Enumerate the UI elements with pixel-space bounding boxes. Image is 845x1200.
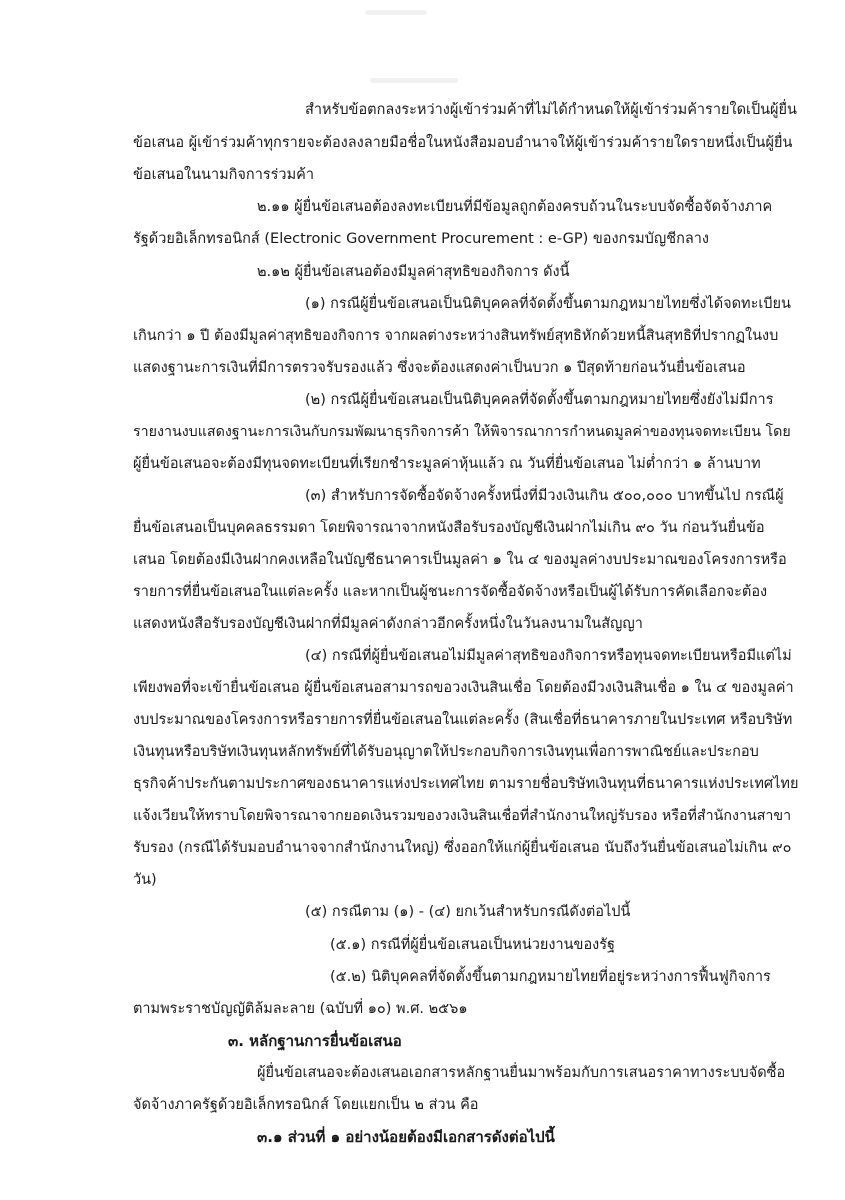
text-line: แสดงหนังสือรับรองบัญชีเงินฝากที่มีมูลค่าดังกล่าวอีกครั้งหนึ่งในวันลงนามในสัญญา	[133, 616, 643, 632]
text-line: รายงานงบแสดงฐานะการเงินกับกรมพัฒนาธุรกิจการค้า ให้พิจารณาการกำหนดมูลค่าของทุนจดทะเบียน โดย	[133, 424, 791, 440]
text-line: (๑) กรณีผู้ยื่นข้อเสนอเป็นนิติบุคคลที่จัดตั้งขึ้นตามกฎหมายไทยซึ่งได้จดทะเบียน	[305, 296, 791, 312]
text-line: (๔) กรณีที่ผู้ยื่นข้อเสนอไม่มีมูลค่าสุทธิของกิจการหรือทุนจดทะเบียนหรือมีแต่ไม่	[305, 648, 792, 664]
text-line: ๒.๑๒ ผู้ยื่นข้อเสนอต้องมีมูลค่าสุทธิของกิจการ ดังนี้	[257, 264, 570, 280]
text-line: งบประมาณของโครงการหรือรายการที่ยื่นข้อเสนอในแต่ละครั้ง (สินเชื่อที่ธนาคารภายในประเทศ หรือบริษัท	[133, 712, 793, 728]
text-line: เสนอ โดยต้องมีเงินฝากคงเหลือในบัญชีธนาคารเป็นมูลค่า ๑ ใน ๔ ของมูลค่างบประมาณของโครงการหรือ	[133, 552, 787, 568]
text-line: รับรอง (กรณีได้รับมอบอำนาจจากสำนักงานใหญ่) ซึ่งออกให้แก่ผู้ยื่นข้อเสนอ นับถึงวันยื่นข้อเสนอไม่เกิน ๙๐	[133, 840, 792, 856]
text-line: ตามพระราชบัญญัติล้มละลาย (ฉบับที่ ๑๐) พ.ศ. ๒๕๖๑	[133, 1001, 468, 1017]
text-line: เงินทุนหรือบริษัทเงินทุนหลักทรัพย์ที่ได้รับอนุญาตให้ประกอบกิจการเงินทุนเพื่อการพาณิชย์และประกอบ	[133, 744, 759, 760]
text-line: (๓) สำหรับการจัดซื้อจัดจ้างครั้งหนึ่งที่มีวงเงินเกิน ๕๐๐,๐๐๐ บาทขึ้นไป กรณีผู้	[305, 488, 784, 504]
text-line: สำหรับข้อตกลงระหว่างผู้เข้าร่วมค้าที่ไม่ได้กำหนดให้ผู้เข้าร่วมค้ารายใดเป็นผู้ยื่น	[305, 102, 797, 118]
text-line: เพียงพอที่จะเข้ายื่นข้อเสนอ ผู้ยื่นข้อเสนอสามารถขอวงเงินสินเชื่อ โดยต้องมีวงเงินสินเชื่อ ๑ ใน ๔ ของมูลค่า	[133, 680, 794, 696]
text-line: จัดจ้างภาครัฐด้วยอิเล็กทรอนิกส์ โดยแยกเป็น ๒ ส่วน คือ	[133, 1097, 479, 1113]
header-smudge	[365, 10, 427, 15]
text-line: ผู้ยื่นข้อเสนอจะต้องเสนอเอกสารหลักฐานยื่นมาพร้อมกับการเสนอราคาทางระบบจัดซื้อ	[257, 1065, 786, 1081]
text-line: ธุรกิจค้าประกันตามประกาศของธนาคารแห่งประเทศไทย ตามรายชื่อบริษัทเงินทุนที่ธนาคารแห่งประเทศไทย	[133, 776, 799, 792]
subsection-heading: ๓.๑ ส่วนที่ ๑ อย่างน้อยต้องมีเอกสารดังต่อไปนี้	[257, 1128, 555, 1146]
text-line: ผู้ยื่นข้อเสนอจะต้องมีทุนจดทะเบียนที่เรียกชำระมูลค่าหุ้นแล้ว ณ วันที่ยื่นข้อเสนอ ไม่ต่ำกว่า ๑ ล้านบาท	[133, 456, 761, 472]
text-line: ๒.๑๑ ผู้ยื่นข้อเสนอต้องลงทะเบียนที่มีข้อมูลถูกต้องครบถ้วนในระบบจัดซื้อจัดจ้างภาค	[257, 199, 773, 215]
text-line: วัน)	[133, 872, 157, 888]
text-line: ข้อเสนอในนามกิจการร่วมค้า	[133, 167, 314, 183]
text-line: (๕.๒) นิติบุคคลที่จัดตั้งขึ้นตามกฎหมายไทยที่อยู่ระหว่างการฟื้นฟูกิจการ	[330, 969, 771, 985]
header-smudge-2	[370, 78, 458, 83]
text-line: เกินกว่า ๑ ปี ต้องมีมูลค่าสุทธิของกิจการ จากผลต่างระหว่างสินทรัพย์สุทธิหักด้วยหนี้สินสุทธิที่ปรากฏในงบ	[133, 328, 779, 344]
text-line: แจ้งเวียนให้ทราบโดยพิจารณาจากยอดเงินรวมของวงเงินสินเชื่อที่สำนักงานใหญ่รับรอง หรือที่สำนักงานสาขา	[133, 808, 792, 824]
text-line: รายการที่ยื่นข้อเสนอในแต่ละครั้ง และหากเป็นผู้ชนะการจัดซื้อจัดจ้างหรือเป็นผู้ได้รับการคัดเลือกจะต้อง	[133, 584, 768, 600]
text-line: (๒) กรณีผู้ยื่นข้อเสนอเป็นนิติบุคคลที่จัดตั้งขึ้นตามกฎหมายไทยซึ่งยังไม่มีการ	[305, 392, 774, 408]
text-line: (๕.๑) กรณีที่ผู้ยื่นข้อเสนอเป็นหน่วยงานของรัฐ	[330, 937, 616, 953]
section-heading: ๓. หลักฐานการยื่นข้อเสนอ	[228, 1032, 402, 1050]
text-line: รัฐด้วยอิเล็กทรอนิกส์ (Electronic Government Procurement : e-GP) ของกรมบัญชีกลาง	[133, 231, 709, 247]
text-line: ข้อเสนอ ผู้เข้าร่วมค้าทุกรายจะต้องลงลายมือชื่อในหนังสือมอบอำนาจให้ผู้เข้าร่วมค้ารายใดรายหนึ่งเป็นผู้ยื่น	[133, 135, 793, 151]
text-line: แสดงฐานะการเงินที่มีการตรวจรับรองแล้ว ซึ่งจะต้องแสดงค่าเป็นบวก ๑ ปีสุดท้ายก่อนวันยื่นข้อเสนอ	[133, 360, 746, 376]
text-line: (๕) กรณีตาม (๑) - (๔) ยกเว้นสำหรับกรณีดังต่อไปนี้	[305, 904, 631, 920]
text-line: ยื่นข้อเสนอเป็นบุคคลธรรมดา โดยพิจารณาจากหนังสือรับรองบัญชีเงินฝากไม่เกิน ๙๐ วัน ก่อนวันยื่นข้อ	[133, 520, 765, 536]
